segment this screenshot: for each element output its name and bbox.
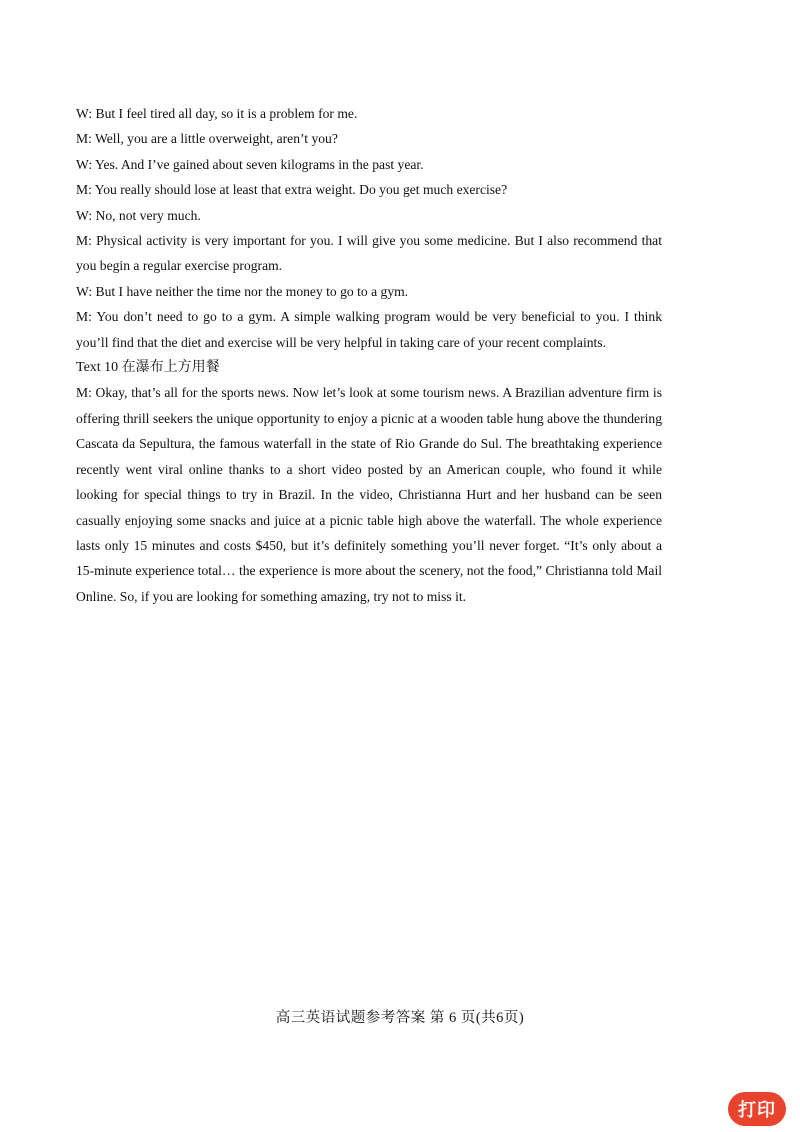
text10-paragraph: M: Okay, that’s all for the sports news. Now let’s look at some tourism news. A Brazilian adventure firm is offering thrill seekers the unique opportunity to enjoy a picnic at a wooden table hung above the thundering Cascata da Sepultura, the famous waterfall in the state of Rio Grande do Sul. The breathtaking experience recently went viral online thanks to a short video posted by an American couple, who found it while looking for special things to try in Brazil. In the video, Christianna Hurt and her husband can be seen casually enjoying some snacks and juice at a picnic table high above the waterfall. The whole experience lasts only 15 minutes and costs $450, but it’s definitely something you’ll never forget. “It’s only about a 15-minute experience total… the experience is more about the scenery, not the food,” Christianna told Mail Online. So, if you are looking for something amazing, try not to miss it.	[76, 385, 662, 604]
dialogue-line: W: But I feel tired all day, so it is a problem for me.	[76, 106, 358, 121]
transcript-body	[76, 101, 662, 609]
text10-heading: Text 10 在瀑布上方用餐	[76, 360, 220, 376]
dialogue-line: M: You don’t need to go to a gym. A simple walking program would be very beneficial to you. I think you’ll find that the diet and exercise will be very helpful in taking care of your recent complaints.	[76, 309, 662, 350]
dialogue-line: W: No, not very much.	[76, 207, 201, 223]
dialogue-line: W: But I have neither the time nor the money to go to a gym.	[76, 283, 409, 299]
dialogue-line: M: You really should lose at least that extra weight. Do you get much exercise?	[76, 182, 508, 198]
print-button[interactable]: 打印	[728, 1092, 786, 1126]
dialogue-line: M: Well, you are a little overweight, aren’t you?	[76, 131, 338, 147]
dialogue-line: M: Physical activity is very important for you. I will give you some medicine. But I also recommend that you begin a regular exercise program.	[76, 233, 662, 274]
dialogue-line: W: Yes. And I’ve gained about seven kilograms in the past year.	[76, 156, 424, 172]
page-footer: 高三英语试题参考答案 第 6 页(共6页)	[275, 1010, 525, 1026]
